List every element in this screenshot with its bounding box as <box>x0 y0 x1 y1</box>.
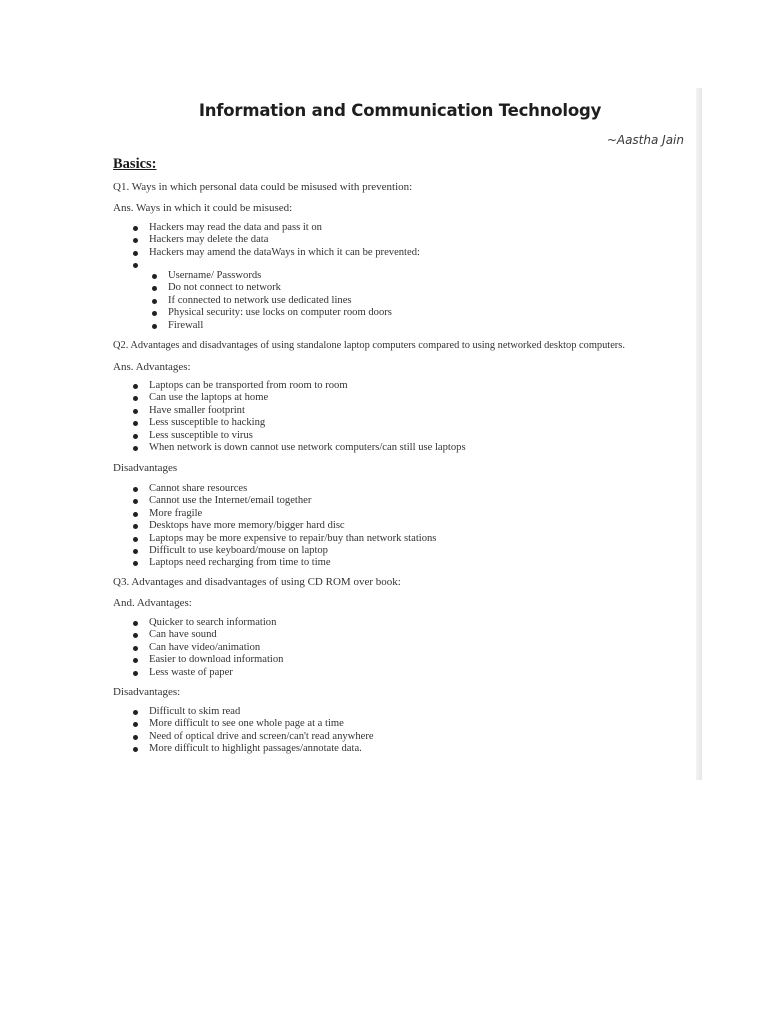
list-item: Can have sound <box>131 629 283 641</box>
list-item: Need of optical drive and screen/can't read anywhere <box>131 731 374 743</box>
list-item: More difficult to see one whole page at a time <box>131 718 374 730</box>
list-item: When network is down cannot use network computers/can still use laptops <box>131 442 466 454</box>
q1-misuse-list <box>131 222 420 272</box>
q3-question: Q3. Advantages and disadvantages of using CD ROM over book: <box>113 576 401 588</box>
list-item: Less susceptible to virus <box>131 430 466 442</box>
q2-advantages-label: Ans. Advantages: <box>113 361 191 373</box>
q3-advantages-label: And. Advantages: <box>113 597 192 609</box>
author-name: ~Aastha Jain <box>606 133 684 147</box>
list-item: More difficult to highlight passages/annotate data. <box>131 743 374 755</box>
list-item: Less susceptible to hacking <box>131 417 466 429</box>
list-item: Laptops can be transported from room to room <box>131 380 466 392</box>
page-edge-shadow <box>696 88 702 780</box>
list-item: Hackers may delete the data <box>131 234 420 246</box>
q1-question: Q1. Ways in which personal data could be misused with prevention: <box>113 181 413 193</box>
q1-answer-intro: Ans. Ways in which it could be misused: <box>113 202 293 214</box>
list-item: Quicker to search information <box>131 617 283 629</box>
list-item: Difficult to use keyboard/mouse on laptop <box>131 545 436 557</box>
q3-disadvantages-list <box>131 706 374 756</box>
list-item: Hackers may amend the dataWays in which it can be prevented: <box>131 247 420 259</box>
q3-disadvantages-label: Disadvantages: <box>113 686 181 698</box>
q2-advantages-list <box>131 380 466 454</box>
list-item: Laptops may be more expensive to repair/buy than network stations <box>131 533 436 545</box>
document-title: Information and Communication Technology <box>198 101 602 120</box>
q2-disadvantages-list <box>131 483 436 570</box>
list-item: Can have video/animation <box>131 642 283 654</box>
q3-advantages-list <box>131 617 283 679</box>
list-item: Physical security: use locks on computer room doors <box>150 307 392 319</box>
list-item: Less waste of paper <box>131 667 283 679</box>
list-item: Cannot use the Internet/email together <box>131 495 436 507</box>
list-item: Desktops have more memory/bigger hard disc <box>131 520 436 532</box>
q1-prevention-list <box>150 270 392 332</box>
list-item: Difficult to skim read <box>131 706 374 718</box>
section-heading: Basics: <box>113 156 157 172</box>
list-item: Can use the laptops at home <box>131 392 466 404</box>
list-item: Do not connect to network <box>150 282 392 294</box>
list-item: Laptops need recharging from time to time <box>131 557 436 569</box>
list-item: Cannot share resources <box>131 483 436 495</box>
list-item: Username/ Passwords <box>150 270 392 282</box>
list-item: Have smaller footprint <box>131 405 466 417</box>
q2-disadvantages-label: Disadvantages <box>113 462 178 474</box>
list-item: Easier to download information <box>131 654 283 666</box>
q2-question: Q2. Advantages and disadvantages of using standalone laptop computers compared to using networked desktop computers. <box>113 340 625 351</box>
list-item: More fragile <box>131 508 436 520</box>
list-item: Hackers may read the data and pass it on <box>131 222 420 234</box>
list-item: If connected to network use dedicated lines <box>150 295 392 307</box>
list-item: Firewall <box>150 320 392 332</box>
